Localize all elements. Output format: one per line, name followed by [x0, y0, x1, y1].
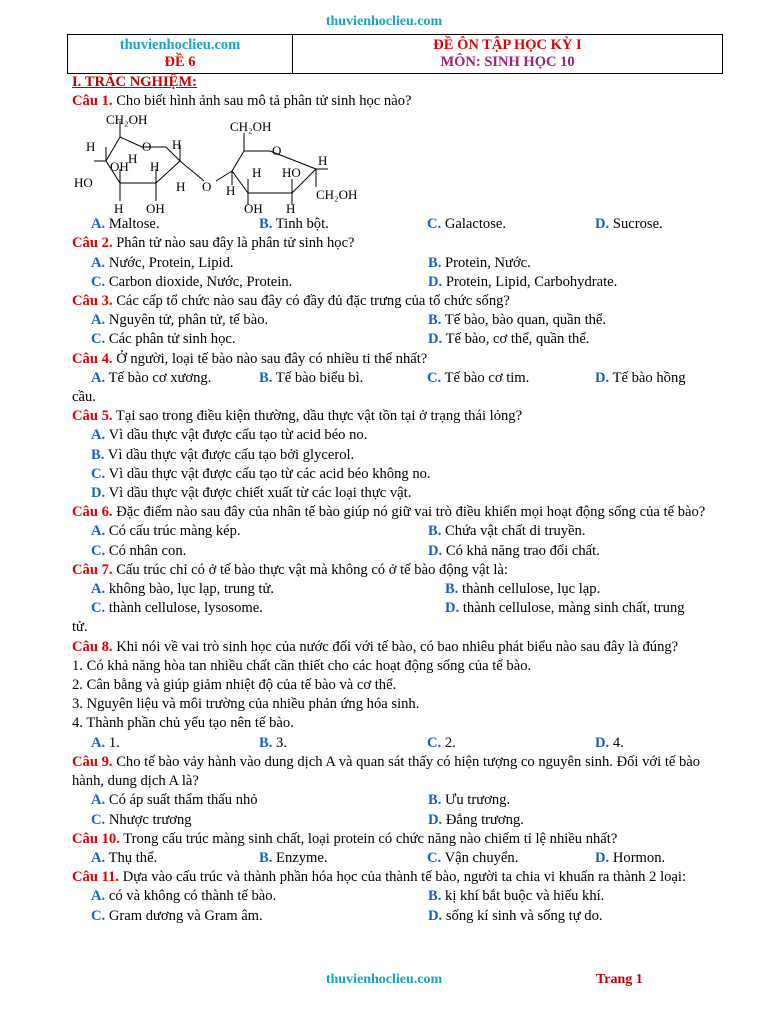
statement: 2. Cân bằng và giúp giảm nhiệt độ của tế bào và cơ thể. — [72, 677, 397, 694]
question-1 — [72, 92, 732, 111]
chem-label: H — [86, 139, 96, 155]
answer-options — [72, 311, 732, 349]
exam-content — [72, 73, 732, 926]
question-2 — [72, 234, 732, 253]
question-text: Các cấp tổ chức nào sau đây có đầy đủ đặc trưng của tổ chức sống? — [112, 293, 510, 310]
option-c[interactable]: C. Carbon dioxide, Nước, Protein. — [91, 273, 293, 290]
option-b[interactable]: B. Tế bào biểu bì. — [259, 369, 364, 386]
question-text: Trong cấu trúc màng sinh chất, loại protein có chức năng nào chiếm tỉ lệ nhiều nhất? — [119, 830, 618, 847]
option-c[interactable]: C. Galactose. — [427, 216, 507, 233]
option-c[interactable]: C. 2. — [427, 734, 456, 751]
option-c[interactable]: C. Gram dương và Gram âm. — [91, 907, 263, 924]
question-text: Đặc điểm nào sau đây của nhân tế bào giúp nó giữ vai trò điều khiển mọi hoạt động sống của tế bào? — [112, 504, 706, 521]
question-number: Câu 3. — [72, 293, 113, 310]
question-9 — [72, 753, 732, 791]
chem-label: O — [202, 179, 212, 195]
option-d[interactable]: D. Sucrose. — [595, 216, 663, 233]
chem-label: H — [172, 137, 182, 153]
option-a[interactable]: A. Nguyên tử, phân tử, tế bào. — [91, 312, 269, 329]
page-number: Trang 1 — [596, 972, 643, 987]
sucrose-structure-diagram — [72, 111, 732, 215]
section-title: I. TRẮC NGHIỆM: — [72, 74, 198, 90]
option-c[interactable]: C. Các phân tử sinh học. — [91, 331, 236, 348]
chem-label: H — [128, 151, 138, 167]
answer-options — [72, 849, 732, 868]
question-text: Phân tử nào sau đây là phân tử sinh học? — [112, 235, 355, 252]
chem-label: CH₂OH — [316, 187, 358, 203]
option-b[interactable]: B. Chứa vật chất di truyền. — [428, 523, 586, 540]
answer-options — [72, 254, 732, 292]
option-d[interactable]: D. Protein, Lipid, Carbohydrate. — [428, 273, 618, 290]
question-6 — [72, 503, 732, 522]
option-b[interactable]: B. Protein, Nước. — [428, 254, 531, 271]
option-a[interactable]: A. 1. — [91, 734, 120, 751]
chem-label: OH — [244, 201, 263, 216]
answer-options — [72, 580, 732, 618]
option-b[interactable]: B. Ưu trương. — [428, 792, 511, 809]
option-a[interactable]: A. Tế bào cơ xương. — [91, 369, 212, 386]
chem-label: HO — [282, 165, 301, 181]
question-11 — [72, 868, 732, 887]
option-b[interactable]: B. 3. — [259, 734, 287, 751]
header-right-cell — [293, 35, 722, 73]
option-b[interactable]: B. thành cellulose, lục lạp. — [445, 581, 601, 598]
chem-label: H — [226, 183, 236, 199]
answer-options — [72, 369, 732, 388]
option-b[interactable]: B. Tế bào, bào quan, quần thể. — [428, 312, 607, 329]
chem-label: H — [318, 153, 328, 169]
option-d[interactable]: D. Tế bào, cơ thể, quần thể. — [428, 331, 590, 348]
option-a[interactable]: A. Nước, Protein, Lipid. — [91, 254, 234, 271]
answer-options — [72, 887, 732, 925]
chem-label: HO — [74, 175, 93, 191]
question-4 — [72, 350, 732, 369]
option-a[interactable]: A. Vì dầu thực vật được cấu tạo từ acid béo no. — [91, 427, 368, 444]
option-a[interactable]: A. không bào, lục lạp, trung tử. — [91, 581, 275, 598]
site-header-link[interactable]: thuvienhoclieu.com — [325, 14, 443, 29]
question-8 — [72, 638, 732, 657]
option-d[interactable]: D. thành cellulose, màng sinh chất, trung — [445, 600, 685, 617]
option-a[interactable]: A. Thụ thể. — [91, 849, 158, 866]
option-c[interactable]: C. Vì dầu thực vật được cấu tạo từ các acid béo không no. — [91, 465, 431, 482]
question-number: Câu 7. — [72, 561, 113, 578]
option-d[interactable]: D. 4. — [595, 734, 624, 751]
exam-subject: MÔN: SINH HỌC 10 — [440, 54, 575, 70]
option-d[interactable]: D. Hormon. — [595, 849, 666, 866]
question-number: Câu 8. — [72, 638, 113, 655]
question-text: Tại sao trong điều kiện thường, dầu thực vật tồn tại ở trạng thái lỏng? — [112, 408, 523, 425]
option-b[interactable]: B. Enzyme. — [259, 849, 328, 866]
option-b[interactable]: B. Tinh bột. — [259, 216, 329, 233]
answer-options — [72, 426, 732, 503]
question-number: Câu 5. — [72, 408, 113, 425]
question-text: Cấu trúc chỉ có ở tế bào thực vật mà không có ở tế bào động vật là: — [112, 561, 508, 578]
question-3 — [72, 292, 732, 311]
option-b[interactable]: B. kị khí bắt buộc và hiếu khí. — [428, 888, 605, 905]
statement: 1. Có khả năng hòa tan nhiều chất cần thiết cho các hoạt động sống của tế bào. — [72, 657, 532, 674]
chem-label: H — [150, 159, 160, 175]
question-number: Câu 10. — [72, 830, 120, 847]
question-number: Câu 6. — [72, 504, 113, 521]
option-c[interactable]: C. Có nhân con. — [91, 542, 187, 559]
option-d[interactable]: D. sống kí sinh và sống tự do. — [428, 907, 603, 924]
option-b[interactable]: B. Vì dầu thực vật được cấu tạo bởi glycerol. — [91, 446, 355, 463]
question-text: Dựa vào cấu trúc và thành phần hóa học của thành tế bào, người ta chia vi khuẩn ra thành 2 loại: — [119, 869, 687, 886]
option-d[interactable]: D. Vì dầu thực vật được chiết xuất từ các loại thực vật. — [91, 485, 412, 502]
footer-site-link[interactable]: thuvienhoclieu.com — [325, 972, 443, 987]
chem-label: H — [252, 165, 262, 181]
question-number: Câu 11. — [72, 869, 120, 886]
answer-options — [72, 215, 732, 234]
chem-label: OH — [110, 159, 129, 175]
chem-label: H — [176, 179, 186, 195]
question-number: Câu 2. — [72, 235, 113, 252]
answer-options — [72, 522, 732, 560]
option-a[interactable]: A. Có cấu trúc màng kép. — [91, 523, 241, 540]
option-c[interactable]: C. Tế bào cơ tim. — [427, 369, 530, 386]
option-d-continuation: tử. — [72, 619, 88, 636]
option-d[interactable]: D. Đẳng trương. — [428, 811, 524, 828]
answer-options — [72, 734, 732, 753]
answer-options — [72, 791, 732, 829]
question-10 — [72, 830, 732, 849]
chem-label: O — [272, 143, 282, 159]
option-a[interactable]: A. có và không có thành tế bào. — [91, 888, 277, 905]
chem-label: CH₂OH — [230, 119, 272, 135]
chem-label: O — [142, 139, 152, 155]
statement: 3. Nguyên liệu và môi trường của nhiều phản ứng hóa sinh. — [72, 696, 420, 713]
exam-header-table — [67, 34, 723, 74]
exam-title: ĐỀ ÔN TẬP HỌC KỲ I — [433, 37, 582, 53]
chem-label: H — [286, 201, 296, 216]
question-text: Cho biết hình ảnh sau mô tả phân tử sinh học nào? — [112, 93, 412, 109]
question-5 — [72, 407, 732, 426]
option-a[interactable]: A. Maltose. — [91, 216, 160, 233]
option-c[interactable]: C. Vận chuyển. — [427, 849, 519, 866]
question-number: Câu 1. — [72, 93, 113, 109]
chem-label: OH — [146, 201, 165, 216]
question-7 — [72, 561, 732, 580]
question-text: Cho tế bào vảy hành vào dung dịch A và quan sát thấy có hiện tượng co nguyên sinh. Đối với tế bào hành, dung dịch A là? — [72, 753, 701, 790]
option-d[interactable]: D. Có khả năng trao đổi chất. — [428, 542, 600, 559]
question-number: Câu 4. — [72, 350, 113, 367]
exam-number: ĐỀ 6 — [164, 54, 196, 70]
header-left-cell — [68, 35, 293, 73]
header-site: thuvienhoclieu.com — [119, 37, 241, 53]
option-d[interactable]: D. Tế bào hồng — [595, 369, 686, 386]
question-text: Ở người, loại tế bào nào sau đây có nhiều ti thể nhất? — [112, 350, 428, 367]
chem-label: CH₂OH — [106, 112, 148, 128]
question-text: Khi nói về vai trò sinh học của nước đối với tế bào, có bao nhiêu phát biểu nào sau đây là đúng? — [112, 638, 679, 655]
question-number: Câu 9. — [72, 753, 113, 770]
option-d-continuation: cầu. — [72, 389, 96, 406]
option-c[interactable]: C. Nhược trương — [91, 811, 192, 828]
statement: 4. Thành phần chủ yếu tạo nên tế bào. — [72, 715, 294, 732]
chem-label: H — [114, 201, 124, 216]
option-a[interactable]: A. Có áp suất thẩm thấu nhỏ — [91, 792, 258, 809]
option-c[interactable]: C. thành cellulose, lysosome. — [91, 600, 263, 617]
